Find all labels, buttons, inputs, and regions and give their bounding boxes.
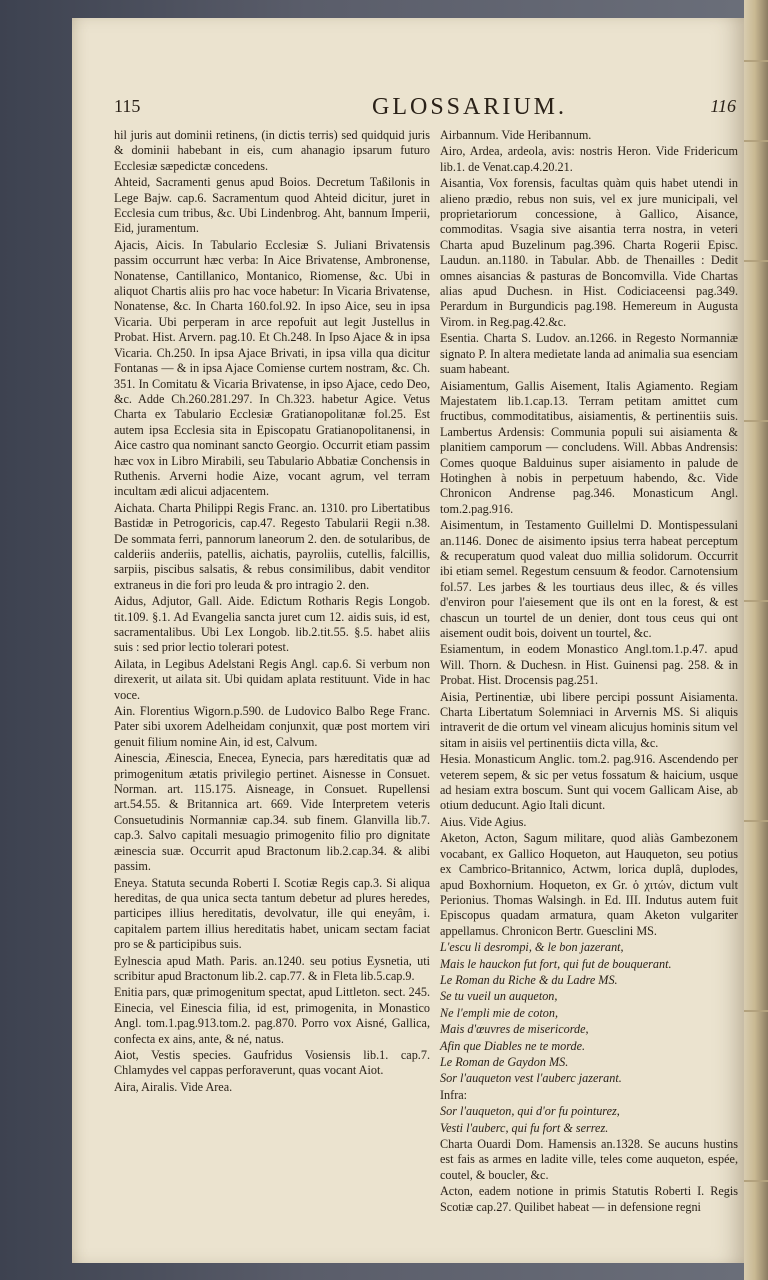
entry-ain: Ain. Florentius Wigorn.p.590. de Ludovico Balbo Rege Franc. Pater sibi uxorem Adelheidam conjunxit, quæ post mortem viri genuit filium nomine Ain, id est, Calvum. xyxy=(114,704,430,749)
right-page-number: 116 xyxy=(710,96,736,116)
running-header xyxy=(72,96,744,120)
left-page-number: 115 xyxy=(114,96,141,116)
verse-line: Se tu vueil un auqueton, xyxy=(440,989,558,1004)
entry-aius: Aius. Vide Agius. xyxy=(440,814,527,829)
entry-airbannum: Airbannum. Vide Heribannum. xyxy=(440,128,592,142)
entry-aiot: Aiot, Vestis species. Gaufridus Vosiensis lib.1. cap.7. Chlamydes vel cappas perforaverunt, quas vocant Aiot. xyxy=(114,1047,430,1078)
entry-eylnescia: Eylnescia apud Math. Paris. an.1240. seu potius Eysnetia, uti scribitur apud Bractonum lib.2. cap.77. & in Fleta lib.5.cap.9. xyxy=(114,953,430,983)
left-column xyxy=(114,128,430,1096)
verse-line: Mais d'œuvres de misericorde, xyxy=(440,1022,589,1037)
entry-enitia-pars: Enitia pars, quæ primogenitum spectat, apud Littleton. sect. 245. Einecia, vel Einescia filia, id est, primogenita, in Monastico Angl. tom.1.pag.913.tom.2. pag.870. Porro vox Aisné, Gallica, confecta ex ains, ante, & né, natus. xyxy=(114,985,430,1046)
entry-aisiamentum: Aisiamentum, Gallis Aisement, Italis Agiamento. Regiam Majestatem lib.1.cap.13. Terram petitam amittet cum fructibus, commoditatibus, aisiamentis, & pertinentiis suis. Lambertus Ardensis: Communia populi sui aisiamenta & planitiem camporum — concludens. Will. Abbas Andrensis: Comes quoque Balduinus super aisiamento in palude de Hotinghen à nobis in perpetuum habendo, &c. Vide Chronicon Andrense pag.346. Monasticum Angl. tom.2.pag.916. xyxy=(440,378,738,516)
verse-line: Afin que Diables ne te morde. xyxy=(440,1038,586,1053)
entry-aisia: Aisia, Pertinentiæ, ubi libere percipi possunt Aisiamenta. Charta Libertatum Solemniaci in Arvernis MS. Si aliquis intraverit de die ortum vel vineam alicujus hominis situm vel sitam in aisiis vel pertinentiis dicta villa, &c. xyxy=(440,689,738,750)
entry-eneya: Eneya. Statuta secunda Roberti I. Scotiæ Regis cap.3. Si aliqua hereditas, de qua unica secta tantum debetur ad plures heredes, participes illius hereditatis, devolvatur, ille qui eneyâm, i. capitalem partem illius hereditatis habet, unicam sectam faciat pro se & participibus suis. xyxy=(114,875,430,952)
entry-ajacis: Ajacis, Aicis. In Tabulario Ecclesiæ S. Juliani Brivatensis passim occurrunt hæc verba: In Aice Brivatense, Ambronense, Nonatense, Cantillanico, Montanico, Riomense, &c. Ubi in aliquot Chartis aliis pro hac voce habetur: In Vicaria Brivatense, Nonatense, &c. In Charta 160.fol.92. In ipso Aice, seu in ipsa Vicaria. Ubi perperam in arce repofuit aut legit Justellus in Probat. Hist. Arvern. pag.10. Et Ch.248. In Ipso Ajace & in ipsa Vicaria. Ch.250. In ipsa Ajace Brivati, in ipsa villa qua dicitur Fontanas — & in ipsa Ajace Comiense curtem nostram, &c. Ch. 351. In Comitatu & Vicaria Brivatense, in ipso Ajace, cedo Deo, &c. Adde Ch.260.281.297. In Ch.323. habetur Agice. Vetus Charta ex Tabulario Ecclesiæ Gratianopolitanæ fol.25. Est autem ipsa Ecclesia sita in Episcopatu Gratianopolitanensi, in Aice castro qua nominant sancto Georgio. Occurrit etiam passim hæc vox in Libro Mirabili, seu Tabulario Abbatiæ Conchensis in Ruthenis. Arverni hodie Aize, vocant agrum, vel terram incultam ædi alicui adjacentem. xyxy=(114,237,430,499)
entry-esiamentum: Esiamentum, in eodem Monastico Angl.tom.1.p.47. apud Will. Thorn. & Duchesn. in Hist. Guinensi pag. 258. & in Probat. Hist. Drocensis pag.251. xyxy=(440,642,738,688)
entry-aketon: Aketon, Acton, Sagum militare, quod aliàs Gambezonem vocabant, ex Gallico Hoqueton, aut Hauqueton, seu potius ex Cambrico-Britannico, Actwm, lorica duplâ, duplodes, apud Boxhornium. Hoqueton, ex Gr. ὁ χιτών, dictum vult Perionius. Thomas Walsingh. in Ed. III. Indutus autem fuit Episcopus quadam armatura, quam Aketon vulgariter appellamus. Chronicon Bertr. Guesclini MS. xyxy=(440,831,738,938)
entry-ahteid: Ahteid, Sacramenti genus apud Boios. Decretum Taßilonis in Lege Bajw. cap.6. Sacramentum quod Ahteid dicitur, juret in Ecclesia cum tribus, &c. Ubi Lindenbrog. Aht, bannum Imperii, Eid, juramentum. xyxy=(114,175,430,236)
entry-aichata: Aichata. Charta Philippi Regis Franc. an. 1310. pro Libertatibus Bastidæ in Petrogoricis, cap.47. Regesto Tabularii Regii n.38. De sommata ferri, pannorum laneorum 2. den. de sotularibus, de calderiis anderiis, patellis, aichatis, payroliis, cutellis, falcillis, sarpiis, piscibus salsatis, & rebus consimilibus, dabit venditor extraneus in die fori pro leuda & pro intragio 2. den. xyxy=(114,500,430,592)
verse-source: Infra: xyxy=(440,1087,468,1102)
verse-line: Mais le hauckon fut fort, qui fut de bouquerant. xyxy=(440,956,672,971)
entry-acton: Acton, eadem notione in primis Statutis Roberti I. Regis Scotiæ cap.27. Quilibet habeat — in defensione regni xyxy=(440,1184,738,1214)
entry-aira: Aira, Airalis. Vide Area. xyxy=(114,1079,233,1094)
entry-esentia: Esentia. Charta S. Ludov. an.1266. in Regesto Normanniæ signato P. In altera medietate landa ad animalia sua esenciam suam habeant. xyxy=(440,331,738,377)
entry-aisantia: Aisantia, Vox forensis, facultas quàm quis habet utendi in alieno prædio, rebus non suis, vel ex jure municipali, vel proprietariorum concessione, à Gallico, Aisance, commoditas. Vsagia sive aisantia terra nostra, in veteri Charta apud Buzelinum pag.396. Charta Rogerii Episc. Laudun. an.1180. in Tabular. Abb. de Thenailles : Dedit omnes aisancias & pasturas de Boncomvilla. Vide Chartas alias apud Duchesn. in Hist. Codiciaceensi pag.349. Perardum in Burgundicis pag.198. Hemereum in Augusta Virom. in Reg.pag.42.&c. xyxy=(440,176,738,329)
right-column xyxy=(440,128,738,1216)
entry-airo: Airo, Ardea, ardeola, avis: nostris Heron. Vide Fridericum lib.1. de Venat.cap.4.20.21. xyxy=(440,144,738,174)
verse-line: Sor l'auqueton vest l'auberc jazerant. xyxy=(440,1071,622,1086)
entry-paragraph: hil juris aut dominii retinens, (in dictis terris) sed quidquid juris & dominii habebant in eis, cum ahanagio ipsarum futuro Ecclesiæ sæpedictæ concedens. xyxy=(114,128,430,173)
entry-ainescia: Ainescia, Æinescia, Enecea, Eynecia, pars hæreditatis quæ ad primogenitum ætatis privilegio pertinet. Aisnesse in Consuet. Norman. art. 115.175. Aisneage, in Consuet. Rupellensi art.54.55. & Britannica art. 669. Vide Interpretem veteris Consuetudinis Normanniæ cap.34. sub finem. Glanvilla lib.7. cap.3. Salvo capitali mesuagio primogenito filio pro dignitate æinescia suæ. Occurrit apud Bractonum lib.2.cap.34. & alibi passim. xyxy=(114,751,430,874)
verse-source: Le Roman du Riche & du Ladre MS. xyxy=(440,972,618,987)
entry-charta-ouardi: Charta Ouardi Dom. Hamensis an.1328. Se aucuns hustins est fais as armes en ladite ville, teles come auqueton, espée, coutel, & boucler, &c. xyxy=(440,1137,738,1182)
entry-aisimentum: Aisimentum, in Testamento Guillelmi D. Montispessulani an.1146. Donec de aisimento ipsius terra habeat perceptum & recuperatum quod valeat duo millia solidorum. Occurrit ibi etiam semel. Regestum censuum & feodor. Carnotensium fol.57. Les jarbes & les tourtiaus deus illec, & és villes d'environ pour l'aiesement que ils ont en la forest, & est chascun un tourtel de un denier, dont tous ceus qui ont aisement oudit bois, doivent un tourtel, &c. xyxy=(440,518,738,640)
verse-line: L'escu li desrompi, & le bon jazerant, xyxy=(440,940,624,955)
verse-line: Sor l'auqueton, qui d'or fu pointurez, xyxy=(440,1104,620,1119)
entry-hesia: Hesia. Monasticum Anglic. tom.2. pag.916. Ascendendo per veterem sepem, & sic per vetus fossatum & haicium, usque ad hesiam extra boscum. Sunt qui vocem Gallicam Aise, ab otium deducunt. Agio Itali dicunt. xyxy=(440,752,738,813)
page-fore-edge xyxy=(744,0,768,1280)
entry-ailata: Ailata, in Legibus Adelstani Regis Angl. cap.6. Si verbum non direxerit, ut ailata sit. Ubi quidam aplata restituunt. Vide in hac voce. xyxy=(114,656,430,702)
verse-line: Vesti l'auberc, qui fu fort & serrez. xyxy=(440,1120,609,1135)
page-title: GLOSSARIUM. xyxy=(372,94,568,120)
book-page xyxy=(72,18,744,1263)
verse-line: Ne l'empli mie de coton, xyxy=(440,1005,559,1020)
verse-source: Le Roman de Gaydon MS. xyxy=(440,1054,569,1069)
entry-aidus: Aidus, Adjutor, Gall. Aide. Edictum Rotharis Regis Longob. tit.109. §.1. Ad Evangelia sancta juret cum 12. aidis suis, id est, sacramentalibus. Ubi Lex Longob. lib.2.tit.55. §.5. habet aliis suis : sed prior lectio tolerari potest. xyxy=(114,594,430,655)
